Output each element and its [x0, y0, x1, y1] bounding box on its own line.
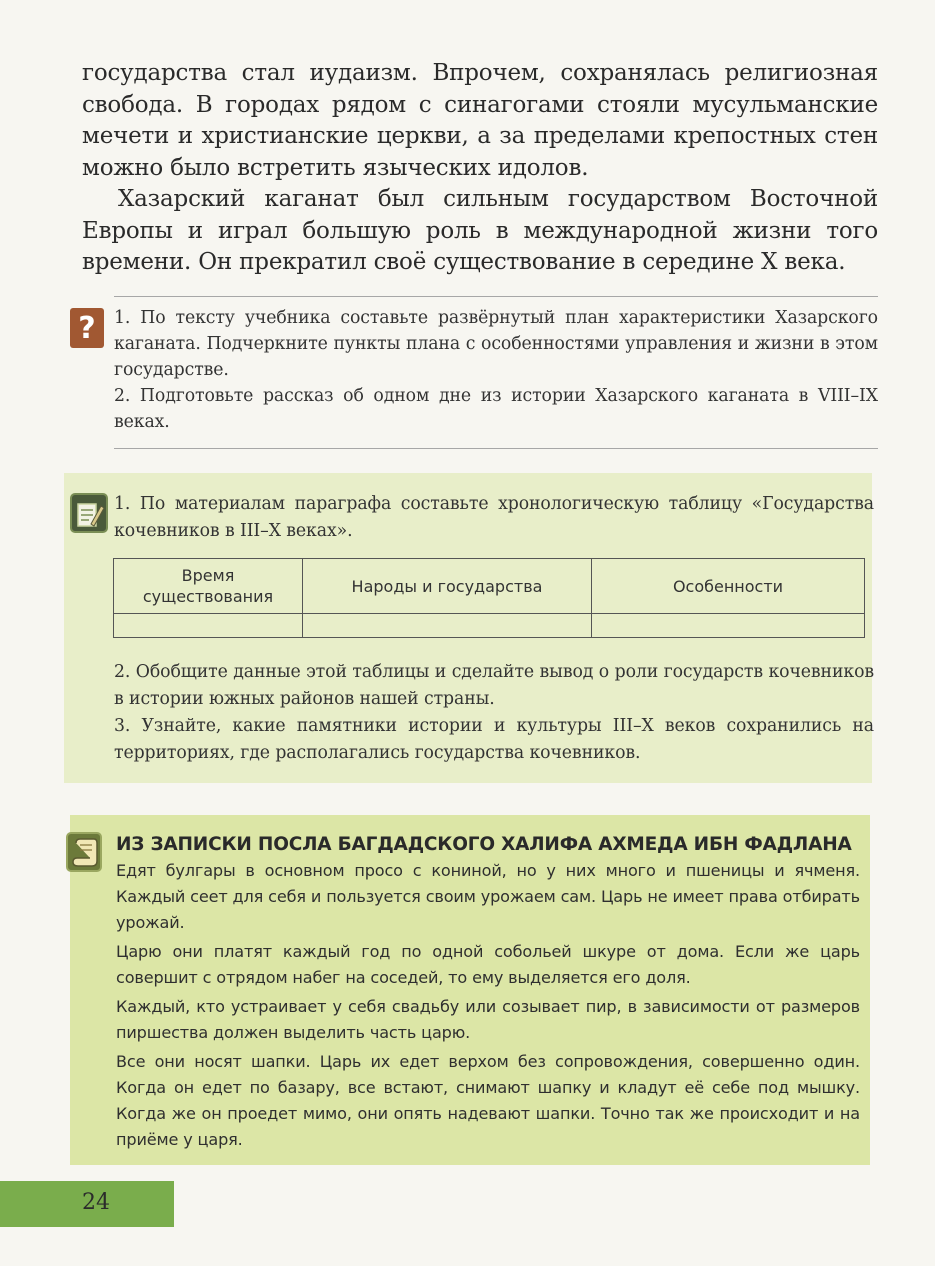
divider-top: [114, 296, 878, 297]
intro-text: [82, 58, 878, 279]
table-cell: [114, 614, 303, 638]
divider-bottom: [114, 448, 878, 449]
chronology-table: [113, 558, 865, 638]
question-icon: ?: [70, 308, 104, 348]
document-paragraph-3: Каждый, кто устраивает у себя свадьбу или созывает пир, в зависимости от размеров пиршества должен выделить часть царю.: [116, 997, 860, 1042]
task-pencil-icon: [70, 493, 108, 533]
page-number: 24: [82, 1190, 110, 1215]
intro-paragraph-1: государства стал иудаизм. Впрочем, сохранялась религиозная свобода. В городах рядом с синагогами стояли мусульманские мечети и христианские церкви, а за пределами крепостных стен можно было встретить языческих идолов.: [82, 60, 878, 181]
document-paragraph-2: Царю они платят каждый год по одной собольей шкуре от дома. Если же царь совершит с отрядом набег на соседей, то ему выделяется его доля.: [116, 942, 860, 987]
header-time: Время существования: [114, 559, 303, 614]
document-paragraph-4: Все они носят шапки. Царь их едет верхом без сопровождения, совершенно один. Когда он едет по базару, все встают, снимают шапку и кладут её себе под мышку. Когда же он проедет мимо, они опять надевают шапки. Точно так же происходит и на приёме у царя.: [116, 1052, 860, 1149]
document-title: ИЗ ЗАПИСКИ ПОСЛА БАГДАДСКОГО ХАЛИФА АХМЕДА ИБН ФАДЛАНА: [116, 834, 852, 855]
intro-paragraph-2: Хазарский каганат был сильным государством Восточной Европы и играл большую роль в международной жизни того времени. Он прекратил своё существование в середине X века.: [82, 186, 878, 275]
task-3: 3. Узнайте, какие памятники истории и культуры III–X веков сохранились на территориях, где располагались государства кочевников.: [114, 716, 874, 763]
task-1-text: [114, 491, 874, 545]
questions-block: [114, 305, 878, 435]
task-2-3-text: [114, 659, 874, 767]
table-header-row: [114, 559, 865, 614]
question-1: 1. По тексту учебника составьте развёрнутый план характеристики Хазарского каганата. Подчеркните пункты плана с особенностями управления и жизни в этом государстве.: [114, 308, 878, 380]
scroll-icon: [66, 832, 102, 872]
question-2: 2. Подготовьте рассказ об одном дне из истории Хазарского каганата в VIII–IX веках.: [114, 386, 878, 432]
table-cell: [303, 614, 592, 638]
table-row: [114, 614, 865, 638]
header-peoples: Народы и государства: [303, 559, 592, 614]
table-cell: [592, 614, 865, 638]
document-text: [116, 858, 860, 1156]
task-1: 1. По материалам параграфа составьте хронологическую таблицу «Государства кочевников в III–X веках».: [114, 494, 874, 541]
header-features: Особенности: [592, 559, 865, 614]
document-paragraph-1: Едят булгары в основном просо с кониной, но у них много и пшеницы и ячменя. Каждый сеет для себя и пользуется своим урожаем сам. Царь не имеет права отбирать урожай.: [116, 861, 860, 932]
task-2: 2. Обобщите данные этой таблицы и сделайте вывод о роли государств кочевников в истории южных районов нашей страны.: [114, 662, 874, 709]
